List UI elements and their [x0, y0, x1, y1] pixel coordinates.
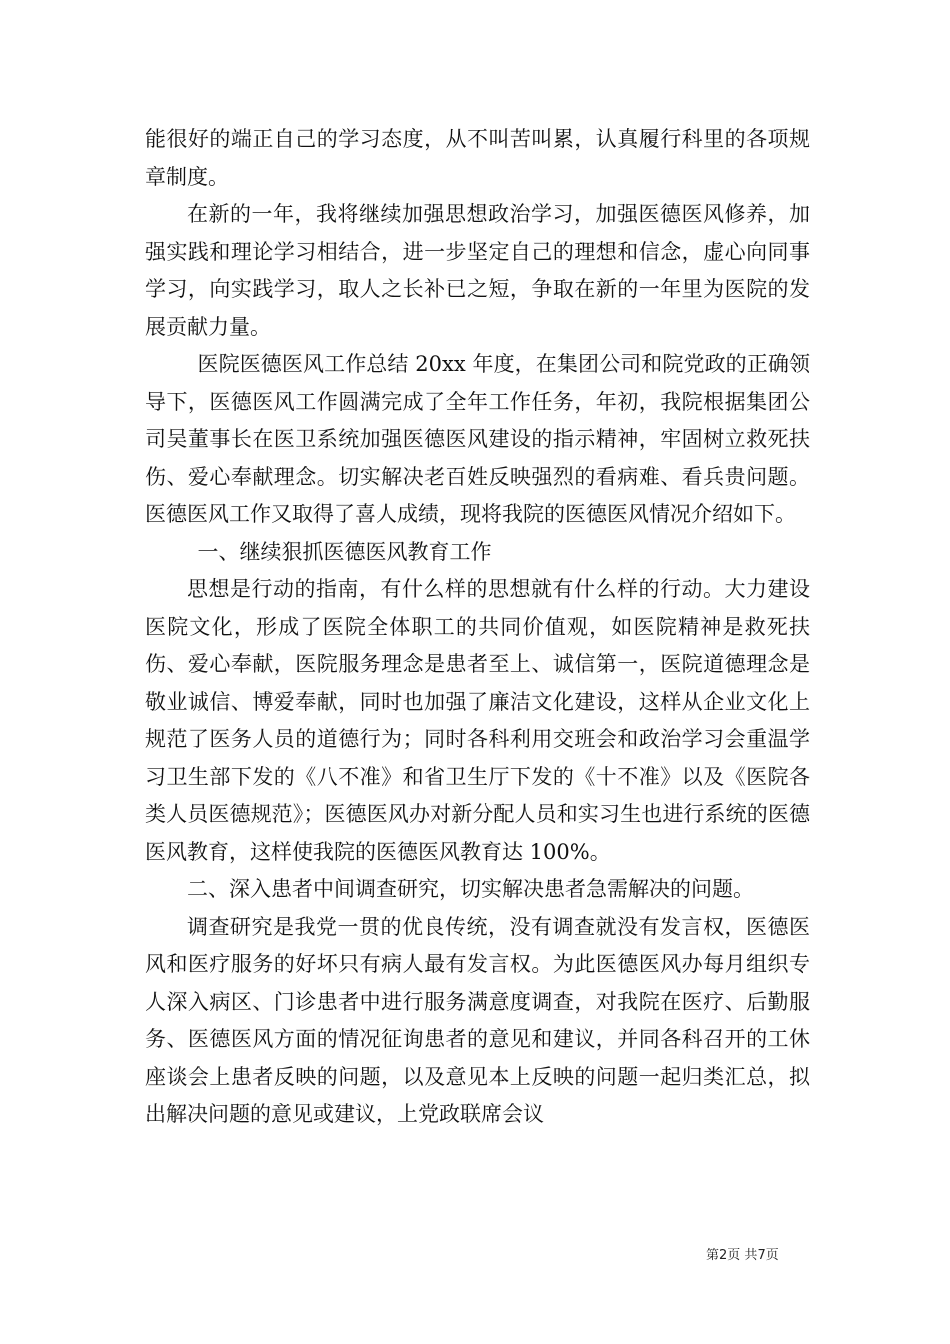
paragraph-continuation: 能很好的端正自己的学习态度，从不叫苦叫累，认真履行科里的各项规章制度。 [145, 127, 810, 189]
footer-current-page: 2 [719, 1248, 728, 1263]
footer-prefix: 第 [706, 1248, 720, 1263]
section-heading-2: 二、深入患者中间调查研究，切实解决患者急需解决的问题。 [187, 877, 754, 901]
paragraph-new-year-plan: 在新的一年，我将继续加强思想政治学习，加强医德医风修养，加强实践和理论学习相结合，进一步坚定自己的理想和信念，虚心向同事学习，向实践学习，取人之长补已之短，争取在新的一年里为医院的发展贡献力量。 [145, 202, 810, 339]
footer-middle: 页 共 [727, 1248, 758, 1263]
document-body [145, 121, 810, 1134]
paragraph-education: 思想是行动的指南，有什么样的思想就有什么样的行动。大力建设医院文化，形成了医院全体职工的共同价值观，如医院精神是救死扶伤、爱心奉献，医院服务理念是患者至上、诚信第一，医院道德理念是敬业诚信、博爱奉献，同时也加强了廉洁文化建设，这样从企业文化上规范了医务人员的道德行为；同时各科利用交班会和政治学习会重温学习卫生部下发的《八不准》和省卫生厅下发的《十不准》以及《医院各类人员医德规范》；医德医风办对新分配人员和实习生也进行系统的医德医风教育，这样使我院的医德医风教育达 100%。 [145, 577, 810, 864]
section-heading-1: 一、继续狠抓医德医风教育工作 [197, 539, 492, 564]
paragraph-summary-intro: 医院医德医风工作总结 20xx 年度，在集团公司和院党政的正确领导下，医德医风工作圆满完成了全年工作任务，年初，我院根据集团公司吴董事长在医卫系统加强医德医风建设的指示精神，牢固树立救死扶伤、爱心奉献理念。切实解决老百姓反映强烈的看病难、看兵贵问题。医德医风工作又取得了喜人成绩，现将我院的医德医风情况介绍如下。 [145, 352, 810, 526]
paragraph-research: 调查研究是我党一贯的优良传统，没有调查就没有发言权，医德医风和医疗服务的好坏只有病人最有发言权。为此医德医风办每月组织专人深入病区、门诊患者中进行服务满意度调查，对我院在医疗、后勤服务、医德医风方面的情况征询患者的意见和建议，并同各科召开的工休座谈会上患者反映的问题，以及意见本上反映的问题一起归类汇总，拟出解决问题的意见或建议，上党政联席会议 [145, 914, 810, 1126]
footer-total-pages: 7 [757, 1248, 766, 1263]
footer-suffix: 页 [765, 1248, 779, 1263]
page-footer [706, 1247, 779, 1265]
